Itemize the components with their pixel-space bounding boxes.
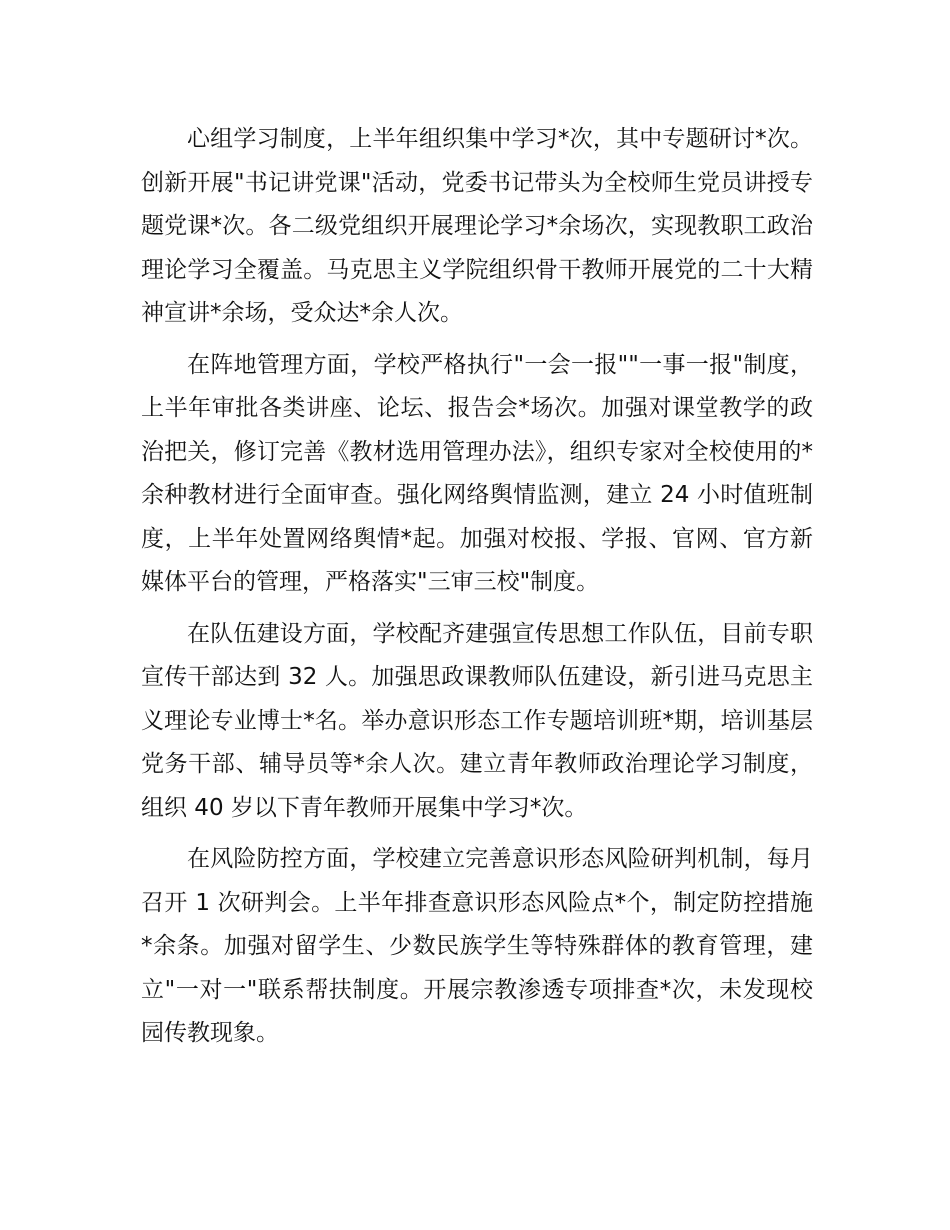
paragraph-team-building: 在队伍建设方面，学校配齐建强宣传思想工作队伍，目前专职宣传干部达到 32 人。加强思政课教师队伍建设，新引进马克思主义理论专业博士*名。举办意识形态工作专题培训班*期，培训基层党务干部、辅导员等*余人次。建立青年教师政治理论学习制度，组织 40 岁以下青年教师开展集中学习*次。: [141, 620, 813, 821]
paragraph-risk-control: 在风险防控方面，学校建立完善意识形态风险研判机制，每月召开 1 次研判会。上半年排查意识形态风险点*个，制定防控措施*余条。加强对留学生、少数民族学生等特殊群体的教育管理，建立"一对一"联系帮扶制度。开展宗教渗透专项排查*次，未发现校园传教现象。: [141, 846, 813, 1046]
document-body: [141, 118, 813, 1064]
paragraph-position-management: 在阵地管理方面，学校严格执行"一会一报""一事一报"制度，上半年审批各类讲座、论坛、报告会*场次。加强对课堂教学的政治把关，修订完善《教材选用管理办法》，组织专家对全校使用的*余种教材进行全面审查。强化网络舆情监测，建立 24 小时值班制度，上半年处置网络舆情*起。加强对校报、学报、官网、官方新媒体平台的管理，严格落实"三审三校"制度。: [141, 351, 813, 595]
paragraph-study-system: 心组学习制度，上半年组织集中学习*次，其中专题研讨*次。创新开展"书记讲党课"活动，党委书记带头为全校师生党员讲授专题党课*次。各二级党组织开展理论学习*余场次，实现教职工政治理论学习全覆盖。马克思主义学院组织骨干教师开展党的二十大精神宣讲*余场，受众达*余人次。: [141, 126, 813, 326]
